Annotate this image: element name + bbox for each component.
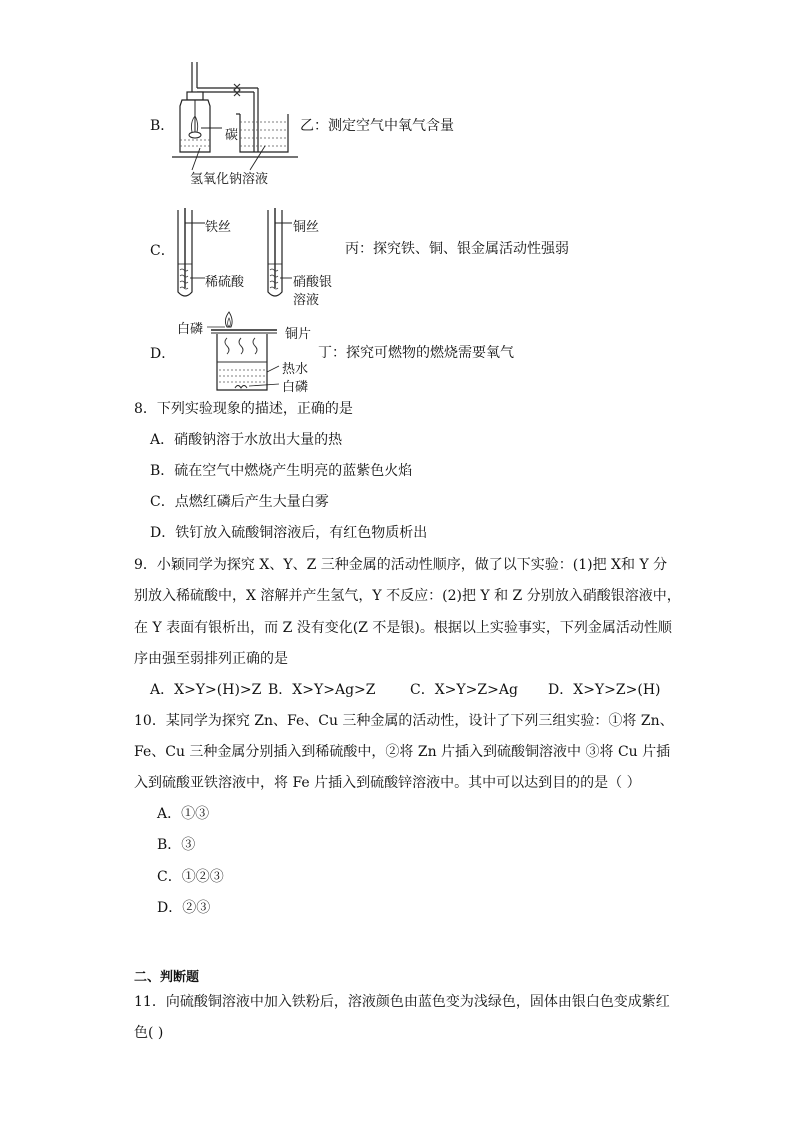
label-solution: 溶液 <box>293 293 320 308</box>
option-b-description: 乙：测定空气中氧气含量 <box>300 118 454 134</box>
q9-line-4: 序由强至弱排列正确的是 <box>134 651 288 667</box>
label-carbon: 碳 <box>225 128 239 143</box>
option-d-letter: D． <box>150 346 176 362</box>
q10-option-a: A．①③ <box>157 806 210 822</box>
apparatus-b-diagram <box>170 60 310 185</box>
option-c-letter: C． <box>150 243 175 259</box>
option-b-letter: B． <box>150 118 175 134</box>
q9-line-3: 在 Y 表面有银析出，而 Z 没有变化(Z 不是银)。根据以上实验事实，下列金属活动性顺 <box>134 620 672 636</box>
label-copper-wire: 铜丝 <box>293 220 320 235</box>
label-hot-water: 热水 <box>282 362 309 377</box>
q10-option-b: B．③ <box>157 837 196 853</box>
q11-line-2: 色( ) <box>134 1025 164 1041</box>
q8-option-d: D．铁钉放入硫酸铜溶液后，有红色物质析出 <box>150 525 428 541</box>
label-naoh-solution: 氢氧化钠溶液 <box>190 172 269 187</box>
label-copper-sheet: 铜片 <box>285 327 312 342</box>
label-dilute-sulfuric-acid: 稀硫酸 <box>205 275 245 290</box>
q9-option-c: C．X>Y>Z>Ag <box>410 682 518 698</box>
q8-option-c: C．点燃红磷后产生大量白雾 <box>150 494 329 510</box>
q8-option-a: A．硝酸钠溶于水放出大量的热 <box>150 432 343 448</box>
q10-line-3: 入到硫酸亚铁溶液中，将 Fe 片插入到硫酸锌溶液中。其中可以达到目的的是（ ） <box>134 775 641 791</box>
q9-line-2: 别放入稀硫酸中，X 溶解并产生氢气，Y 不反应：(2)把 Y 和 Z 分别放入硝酸银溶液中， <box>134 588 681 604</box>
q8-stem: 8．下列实验现象的描述，正确的是 <box>134 401 353 417</box>
label-iron-wire: 铁丝 <box>205 220 232 235</box>
label-white-phosphorus-top: 白磷 <box>177 322 204 337</box>
label-silver-nitrate: 硝酸银 <box>293 275 333 290</box>
q9-option-d: D．X>Y>Z>(H) <box>548 682 661 698</box>
q8-option-b: B．硫在空气中燃烧产生明亮的蓝紫色火焰 <box>150 463 413 479</box>
q9-option-a: A．X>Y>(H)>Z <box>150 682 262 698</box>
q10-option-d: D．②③ <box>157 900 211 916</box>
option-d-description: 丁：探究可燃物的燃烧需要氧气 <box>318 345 514 361</box>
q9-line-1: 9．小颖同学为探究 X、Y、Z 三种金属的活动性顺序，做了以下实验：(1)把 X和 Y 分 <box>134 557 668 573</box>
q10-line-2: Fe、Cu 三种金属分别插入到稀硫酸中，②将 Zn 片插入到硫酸铜溶液中 ③将 Cu 片插 <box>134 744 671 760</box>
q11-line-1: 11．向硫酸铜溶液中加入铁粉后，溶液颜色由蓝色变为浅绿色，固体由银白色变成紫红 <box>134 994 670 1010</box>
section-title-judgment: 二、判断题 <box>134 970 200 985</box>
q10-option-c: C．①②③ <box>157 869 224 885</box>
option-c-description: 丙：探究铁、铜、银金属活动性强弱 <box>345 241 569 257</box>
apparatus-d-diagram <box>205 310 285 395</box>
label-white-phosphorus-bottom: 白磷 <box>282 380 309 395</box>
q10-line-1: 10．某同学为探究 Zn、Fe、Cu 三种金属的活动性，设计了下列三组实验：①将 Zn、 <box>134 713 674 729</box>
q9-option-b: B．X>Y>Ag>Z <box>268 682 376 698</box>
